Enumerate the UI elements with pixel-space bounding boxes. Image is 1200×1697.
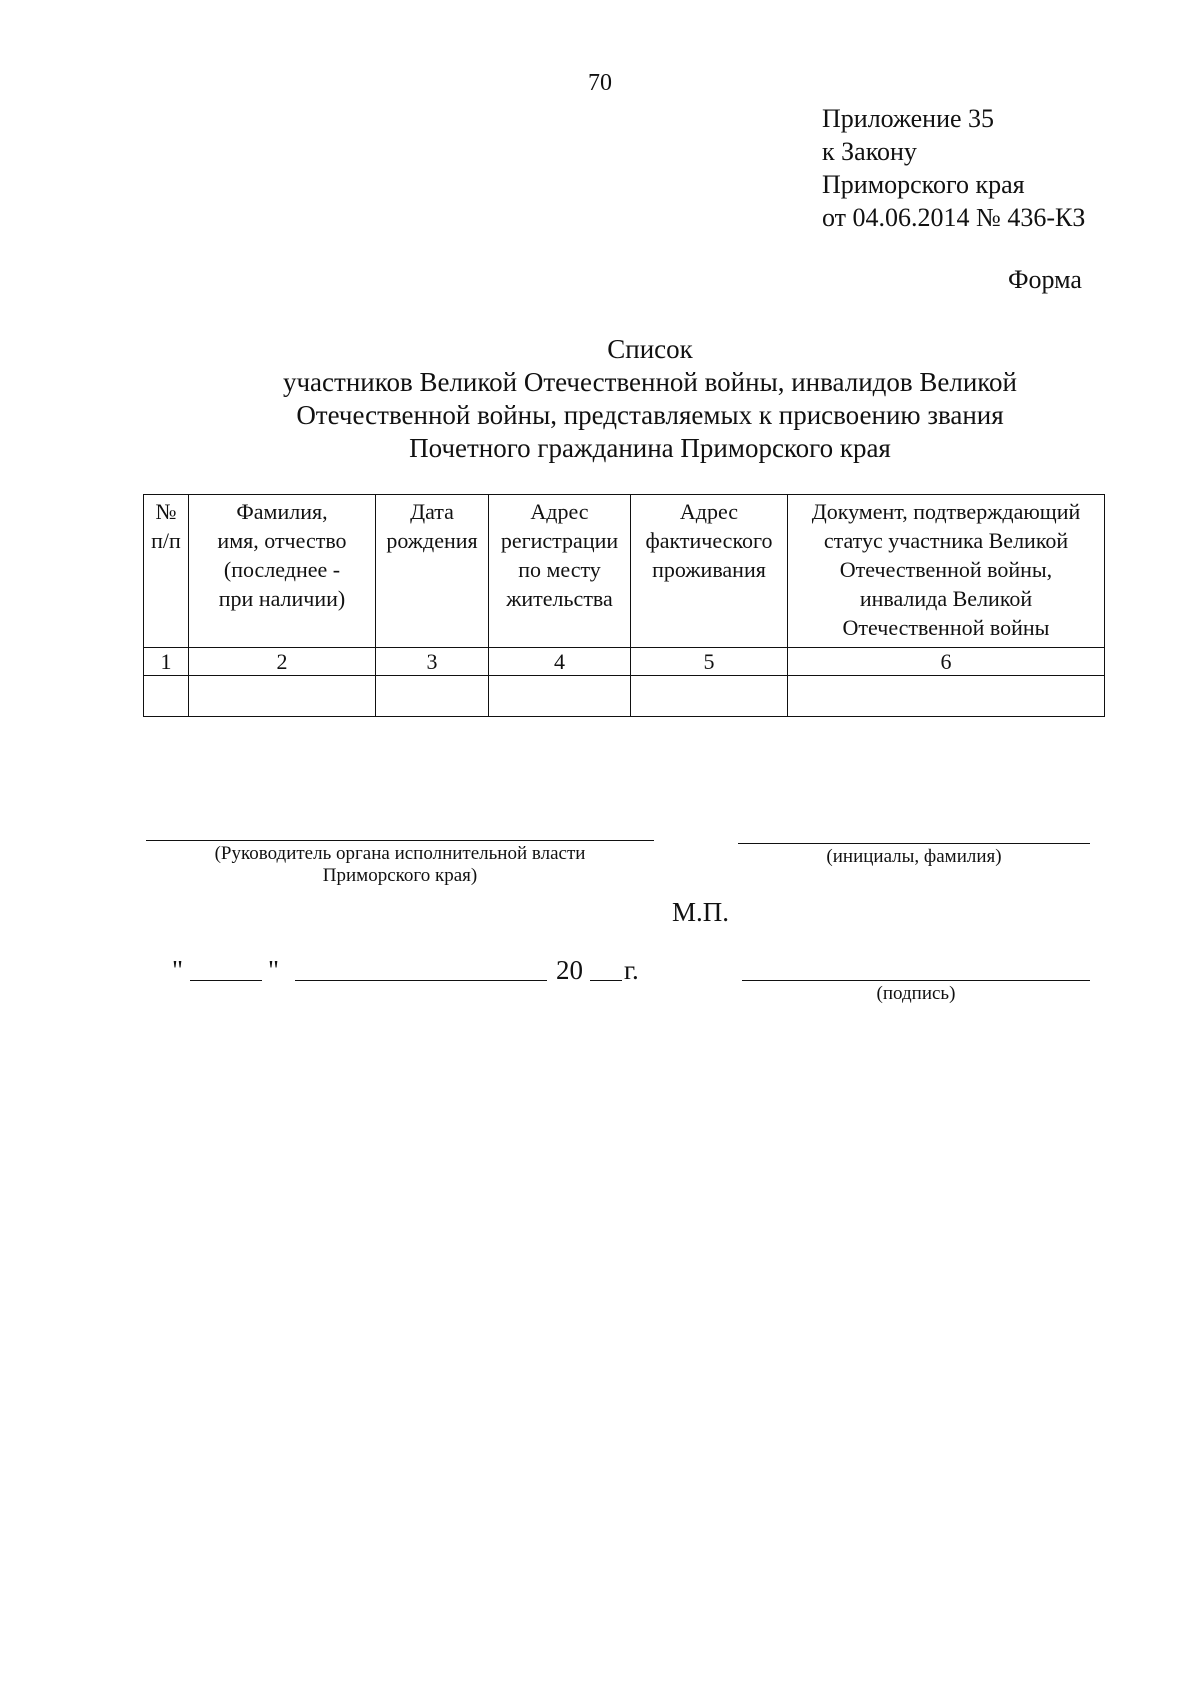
date-month-line[interactable] [295,980,547,981]
date-year-prefix: 20 [556,955,583,985]
date-year-line[interactable] [590,980,622,981]
date-quote-open: " [172,955,184,985]
initials-caption: (инициалы, фамилия) [826,846,1002,867]
appendix-line: к Закону [822,137,917,166]
header-cell-number: № п/п [144,495,189,648]
header-cell-registration-address: Адрес регистрации по месту жительства [489,495,631,648]
header-cell-birth-date: Дата рождения [376,495,489,648]
column-number-row [144,648,1105,676]
stamp-label: М.П. [672,897,730,927]
appendix-line: от 04.06.2014 № 436-КЗ [822,203,1086,232]
date-day-line[interactable] [190,980,262,981]
date-year-suffix: г. [624,955,639,985]
title-line: Почетного гражданина Приморского края [409,433,891,463]
empty-cell[interactable] [788,676,1105,717]
column-number-cell: 1 [144,648,189,676]
form-label: Форма [1008,265,1082,294]
title-line: Список [607,334,693,364]
participants-table [143,494,1105,717]
initials-line[interactable] [738,843,1090,844]
title-line: Отечественной войны, представляемых к присвоению звания [296,400,1004,430]
column-number-cell: 5 [631,648,788,676]
appendix-line: Приложение 35 [822,104,995,133]
column-number-cell: 2 [189,648,376,676]
column-number-cell: 6 [788,648,1105,676]
appendix-line: Приморского края [822,170,1025,199]
empty-cell[interactable] [189,676,376,717]
empty-cell[interactable] [489,676,631,717]
head-signature-line[interactable] [146,840,654,841]
table-header-row [144,495,1105,648]
header-cell-status-document: Документ, подтверждающий статус участника Великой Отечественной войны, инвалида Великой Отечественной войны [788,495,1105,648]
header-cell-actual-address: Адрес фактического проживания [631,495,788,648]
empty-cell[interactable] [144,676,189,717]
page-number: 70 [588,70,612,96]
column-number-cell: 4 [489,648,631,676]
header-cell-full-name: Фамилия, имя, отчество (последнее - при наличии) [189,495,376,648]
date-quote-close: " [268,955,280,985]
signature-line[interactable] [742,980,1090,981]
head-caption: (Руководитель органа исполнительной власти Приморского края) [214,843,586,886]
table-row-empty [144,676,1105,717]
column-number-cell: 3 [376,648,489,676]
empty-cell[interactable] [631,676,788,717]
appendix-header [822,102,1085,234]
empty-cell[interactable] [376,676,489,717]
title-line: участников Великой Отечественной войны, инвалидов Великой [282,367,1018,397]
document-title [200,333,1100,465]
signature-caption: (подпись) [876,983,956,1004]
